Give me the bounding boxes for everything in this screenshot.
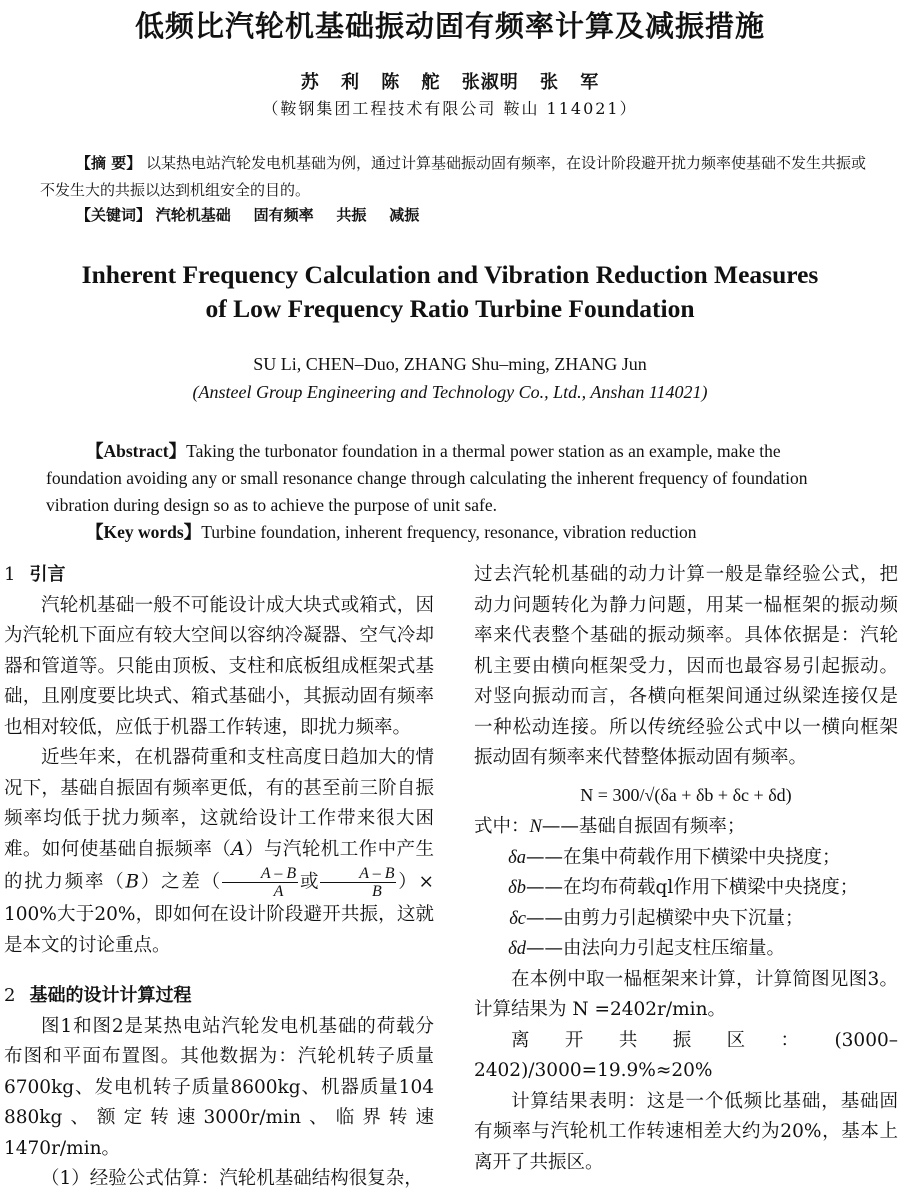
paragraph: 离开共振区：(3000–2402)/3000=19.9%≈20% xyxy=(474,1029,898,1081)
section-1-heading xyxy=(4,560,434,591)
zh-abstract xyxy=(40,150,870,204)
denominator: A xyxy=(273,883,284,900)
body-column-right xyxy=(474,560,898,1178)
paragraph: 计算结果表明：这是一个低频比基础，基础固有频率与汽轮机工作转速相差大约为20%，基本上离开了共振区。 xyxy=(474,1090,898,1173)
definition-symbol: δd xyxy=(508,939,526,959)
en-title xyxy=(0,258,900,326)
section-number: 1 xyxy=(4,564,16,585)
zh-authors: 苏 利 陈 舵 张淑明 张 军 xyxy=(300,72,600,93)
text-run: 近些年来，在机器荷重和支柱高度日趋加大的情况下，基础自振固有频率更低，有的甚至前三阶自振频率均低于扰力频率，这就给设计工作带来很大困难。如何使基础自振频率（ xyxy=(4,747,434,860)
section-number: 2 xyxy=(4,985,16,1006)
paragraph: 在本例中取一榀框架来计算，计算简图见图3。计算结果为 N =2402r/min。 xyxy=(474,968,898,1020)
fraction xyxy=(222,865,298,900)
text-run: ）与汽轮机工作中产生的扰力频率（ xyxy=(4,838,434,893)
en-abstract-text: Taking the turbonator foundation in a thermal power station as an example, make the foundation avoiding any or small resonance change through calculating the inherent frequency of foundation vibration during design so as to achieve the purpose of unit safe. xyxy=(46,441,808,515)
zh-keyword: 固有频率 xyxy=(253,206,314,224)
paragraph xyxy=(4,743,434,961)
definition-text: ——由法向力引起支柱压缩量。 xyxy=(526,938,786,959)
definition-row xyxy=(474,843,898,874)
en-abstract xyxy=(46,438,860,519)
en-title-line1: Inherent Frequency Calculation and Vibration Reduction Measures xyxy=(81,260,819,289)
en-keywords-text: Turbine foundation, inherent frequency, resonance, vibration reduction xyxy=(201,522,697,542)
definition-text: ——由剪力引起横梁中央下沉量； xyxy=(526,907,804,929)
zh-keyword: 共振 xyxy=(336,206,367,224)
en-keywords-label: 【Key words】 xyxy=(86,522,202,542)
definition-row xyxy=(474,812,898,843)
formula: N = 300/√(δa + δb + δc + δd) xyxy=(580,784,792,805)
en-title-line2: of Low Frequency Ratio Turbine Foundation xyxy=(205,294,695,323)
where-label: 式中： xyxy=(474,816,530,837)
denominator: B xyxy=(371,883,382,900)
definition-row xyxy=(474,904,898,935)
definition-text: ——在均布荷载ql作用下横梁中央挠度； xyxy=(526,877,859,898)
paragraph: 汽轮机基础一般不可能设计成大块式或箱式，因为汽轮机下面应有较大空间以容纳冷凝器、空气冷却器和管道等。只能由顶板、支柱和底板组成框架式基础，且刚度要比块式、箱式基础小，其振动固有频率也相对较低，应低于机器工作转速，即扰力频率。 xyxy=(4,594,434,738)
variable: A xyxy=(231,838,245,860)
body-column-left xyxy=(4,560,434,1195)
definition-symbol: δc xyxy=(509,908,526,929)
formula-definitions xyxy=(474,812,898,965)
section-title: 基础的设计计算过程 xyxy=(29,985,192,1006)
zh-keyword: 汽轮机基础 xyxy=(155,206,231,224)
paragraph: 图1和图2是某热电站汽轮发电机基础的荷载分布图和平面布置图。其他数据为：汽轮机转子质量6700kg、发电机转子质量8600kg、机器质量104 880kg、额定转速3000r/min、临界转速1470r/min。 xyxy=(4,1015,434,1159)
variable: B xyxy=(125,871,140,893)
text-run: ）之差（ xyxy=(139,871,222,893)
en-keywords xyxy=(86,519,866,544)
en-authors: SU Li, CHEN–Duo, ZHANG Shu–ming, ZHANG Jun xyxy=(253,354,647,374)
section-title: 引言 xyxy=(29,564,66,585)
text-run: ）× 100% xyxy=(4,871,434,925)
numerator: A – B xyxy=(320,865,396,883)
text-run: 或 xyxy=(298,871,321,893)
zh-title: 低频比汽轮机基础振动固有频率计算及减振措施 xyxy=(134,9,765,43)
zh-affiliation: （鞍钢集团工程技术有限公司 鞍山 114021） xyxy=(262,99,638,118)
zh-keywords-label: 【关键词】 xyxy=(76,206,152,224)
section-2-heading xyxy=(4,981,434,1012)
zh-keyword: 减振 xyxy=(389,206,420,224)
en-abstract-label: 【Abstract】 xyxy=(86,441,187,461)
definition-text: ——基础自振固有频率； xyxy=(541,816,746,837)
numerator: A – B xyxy=(222,865,298,883)
en-affiliation: (Ansteel Group Engineering and Technology Co., Ltd., Anshan 114021) xyxy=(192,382,708,402)
definition-row xyxy=(474,934,898,965)
paragraph: 过去汽轮机基础的动力计算一般是靠经验公式，把动力问题转化为静力问题，用某一榀框架的振动频率来代表整个基础的振动频率。具体依据是：汽轮机主要由横向框架受力，因而也最容易引起振动。对竖向振动而言，各横向框架间通过纵梁连接仅是一种松动连接。所以传统经验公式中以一横向框架振动固有频率来代替整体振动固有频率。 xyxy=(474,564,898,768)
definition-symbol: δa xyxy=(508,847,526,868)
definition-text: ——在集中荷载作用下横梁中央挠度； xyxy=(526,846,841,868)
definition-symbol: δb xyxy=(508,878,526,898)
definition-row xyxy=(474,873,898,904)
paragraph: （1）经验公式估算：汽轮机基础结构很复杂， xyxy=(41,1168,423,1189)
text-run: 大于20%，即如何在设计阶段避开共振，这就是本文的讨论重点。 xyxy=(4,904,434,956)
zh-abstract-label: 【摘 要】 xyxy=(76,154,142,172)
zh-keywords xyxy=(76,204,866,225)
fraction xyxy=(320,865,396,900)
zh-abstract-text: 以某热电站汽轮发电机基础为例，通过计算基础振动固有频率，在设计阶段避开扰力频率使基础不发生共振或不发生大的共振以达到机组安全的目的。 xyxy=(40,154,867,199)
definition-symbol: N xyxy=(529,817,542,837)
